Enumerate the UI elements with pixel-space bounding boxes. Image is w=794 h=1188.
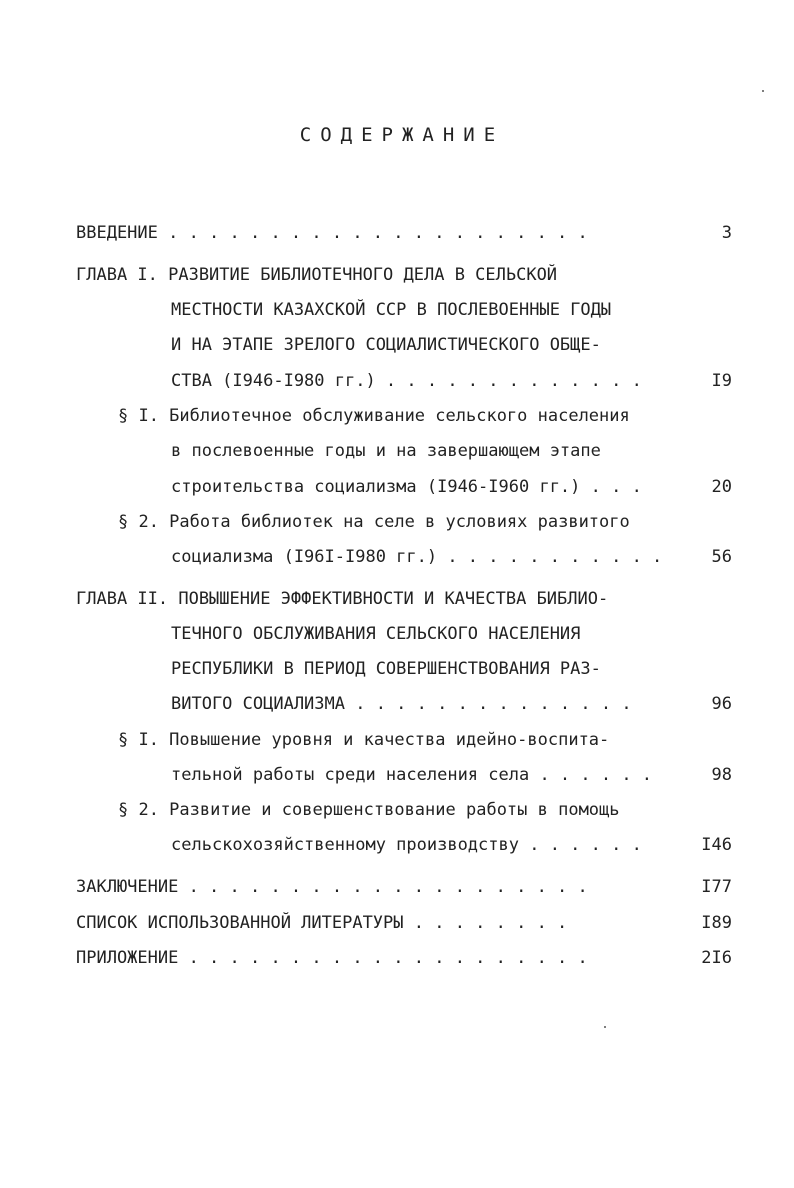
toc-line-section-2-2-cont: сельскохозяйственному производству . . . . . . (171, 835, 642, 855)
toc-line-section-1-2: § 2. Работа библиотек на селе в условиях развитого (118, 512, 630, 532)
toc-line-chapter-1-cont: И НА ЭТАПЕ ЗРЕЛОГО СОЦИАЛИСТИЧЕСКОГО ОБЩЕ- (171, 335, 601, 355)
toc-line-chapter-2-cont: РЕСПУБЛИКИ В ПЕРИОД СОВЕРШЕНСТВОВАНИЯ РАЗ- (171, 659, 601, 679)
scan-speck (762, 90, 764, 92)
scan-speck (604, 1026, 606, 1028)
toc-line-section-1-1-cont: строительства социализма (I946-I960 гг.) . . . (171, 477, 642, 497)
toc-page-number: I9 (711, 371, 732, 391)
toc-page-number: I46 (701, 835, 732, 855)
toc-line-chapter-1-cont: МЕСТНОСТИ КАЗАХСКОЙ ССР В ПОСЛЕВОЕННЫЕ ГОДЫ (171, 300, 612, 320)
toc-page-number: 3 (721, 223, 732, 243)
toc-page-number: 96 (711, 694, 732, 714)
toc-line-chapter-1-cont: СТВА (I946-I980 гг.) . . . . . . . . . . . . . (171, 371, 642, 391)
toc-line-chapter-2-cont: ВИТОГО СОЦИАЛИЗМА . . . . . . . . . . . . . . (171, 694, 632, 714)
toc-line-introduction: ВВЕДЕНИЕ . . . . . . . . . . . . . . . . . . . . . (76, 223, 588, 243)
toc-line-section-1-1: § I. Библиотечное обслуживание сельского населения (118, 406, 630, 426)
toc-line-bibliography: СПИСОК ИСПОЛЬЗОВАННОЙ ЛИТЕРАТУРЫ . . . . . . . . (76, 913, 568, 933)
toc-line-conclusion: ЗАКЛЮЧЕНИЕ . . . . . . . . . . . . . . . . . . . . (76, 877, 588, 897)
toc-line-section-2-1: § I. Повышение уровня и качества идейно-воспита- (118, 730, 610, 750)
toc-page-number: 98 (711, 765, 732, 785)
toc-page-number: 20 (711, 477, 732, 497)
toc-page-number: 56 (711, 547, 732, 567)
toc-line-appendix: ПРИЛОЖЕНИЕ . . . . . . . . . . . . . . . . . . . . (76, 948, 588, 968)
toc-line-chapter-1: ГЛАВА I. РАЗВИТИЕ БИБЛИОТЕЧНОГО ДЕЛА В СЕЛЬСКОЙ (76, 265, 558, 285)
toc-line-section-1-2-cont: социализма (I96I-I980 гг.) . . . . . . . . . . . (171, 547, 663, 567)
toc-page-number: I89 (701, 913, 732, 933)
toc-line-section-1-1-cont: в послевоенные годы и на завершающем этапе (171, 441, 601, 461)
toc-line-chapter-2: ГЛАВА II. ПОВЫШЕНИЕ ЭФФЕКТИВНОСТИ И КАЧЕСТВА БИБЛИО- (76, 589, 609, 609)
toc-line-chapter-2-cont: ТЕЧНОГО ОБСЛУЖИВАНИЯ СЕЛЬСКОГО НАСЕЛЕНИЯ (171, 624, 581, 644)
toc-line-section-2-2: § 2. Развитие и совершенствование работы в помощь (118, 800, 620, 820)
page-title: СОДЕРЖАНИЕ (299, 124, 505, 146)
toc-page-number: 2I6 (701, 948, 732, 968)
toc-line-section-2-1-cont: тельной работы среди населения села . . . . . . (171, 765, 653, 785)
toc-page-number: I77 (701, 877, 732, 897)
